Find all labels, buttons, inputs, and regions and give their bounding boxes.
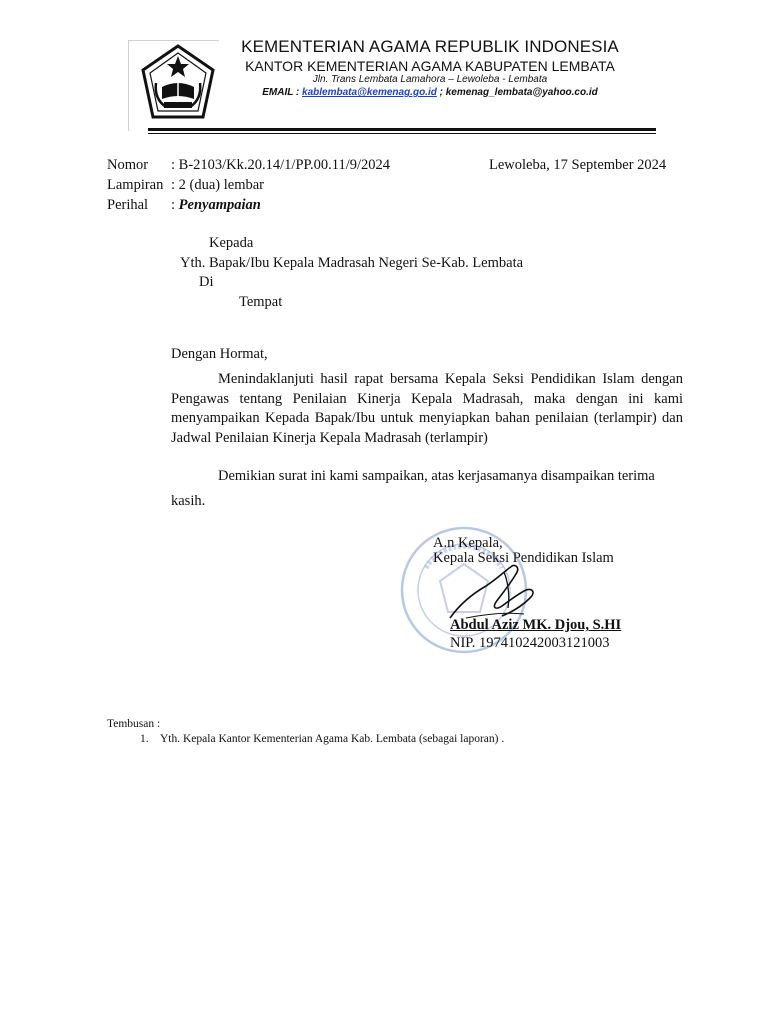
tembusan-item: Yth. Kepala Kantor Kementerian Agama Kab. Lembata (sebagai laporan) . — [160, 733, 505, 745]
recipient-yth: Yth. Bapak/Ibu Kepala Madrasah Negeri Se-Kab. Lembata — [180, 255, 524, 271]
signatory-nip: NIP. 197410242003121003 — [450, 635, 610, 651]
paragraph-2: Demikian surat ini kami sampaikan, atas kerjasamanya disampaikan terima — [218, 468, 655, 484]
kemenag-logo-icon — [140, 43, 216, 123]
office-address: Jln. Trans Lembata Lamahora – Lewoleba - Lembata — [312, 74, 548, 85]
paragraph-2-end: kasih. — [171, 493, 206, 509]
email-separator: ; — [439, 87, 443, 98]
tembusan-label: Tembusan : — [107, 718, 161, 730]
greeting: Dengan Hormat, — [171, 346, 268, 362]
office-title: KANTOR KEMENTERIAN AGAMA KABUPATEN LEMBATA — [245, 58, 615, 74]
perihal-label: Perihal — [107, 197, 149, 213]
email-secondary: kemenag_lembata@yahoo.co.id — [445, 87, 598, 98]
email-label: EMAIL : — [262, 87, 300, 98]
nomor-label: Nomor — [107, 157, 149, 173]
perihal-field — [171, 197, 261, 214]
signature-position: Kepala Seksi Pendidikan Islam — [433, 550, 614, 566]
lampiran-label: Lampiran — [107, 177, 164, 193]
paragraph-1: Menindaklanjuti hasil rapat bersama Kepala Seksi Pendidikan Islam dengan Pengawas tentang Penilaian Kinerja Kepala Madrasah, maka dengan ini kami menyampaikan Kepada Bapak/Ibu untuk menyiapkan bahan penilaian (terlampir) dan Jadwal Penilaian Kinerja Kepala Madrasah (terlampir) — [171, 371, 683, 446]
signatory-name: Abdul Aziz MK. Djou, S.HI — [450, 617, 622, 633]
recipient-tempat: Tempat — [239, 294, 283, 310]
header-rule-thin — [148, 133, 656, 134]
perihal-value: Penyampaian — [178, 197, 261, 213]
letter-date: Lewoleba, 17 September 2024 — [489, 157, 667, 173]
ministry-title: KEMENTERIAN AGAMA REPUBLIK INDONESIA — [241, 37, 619, 56]
nomor-value: : B-2103/Kk.20.14/1/PP.00.11/9/2024 — [171, 157, 391, 173]
perihal-colon: : — [171, 197, 176, 213]
tembusan-item-number: 1. — [140, 733, 149, 745]
lampiran-value: : 2 (dua) lembar — [171, 177, 265, 193]
recipient-kepada: Kepada — [209, 235, 254, 251]
email-line — [220, 87, 640, 98]
signature-an: A.n Kepala, — [433, 535, 503, 551]
header-rule-thick — [148, 128, 656, 131]
recipient-di: Di — [199, 274, 214, 290]
email-primary-link[interactable]: kablembata@kemenag.go.id — [302, 87, 437, 98]
